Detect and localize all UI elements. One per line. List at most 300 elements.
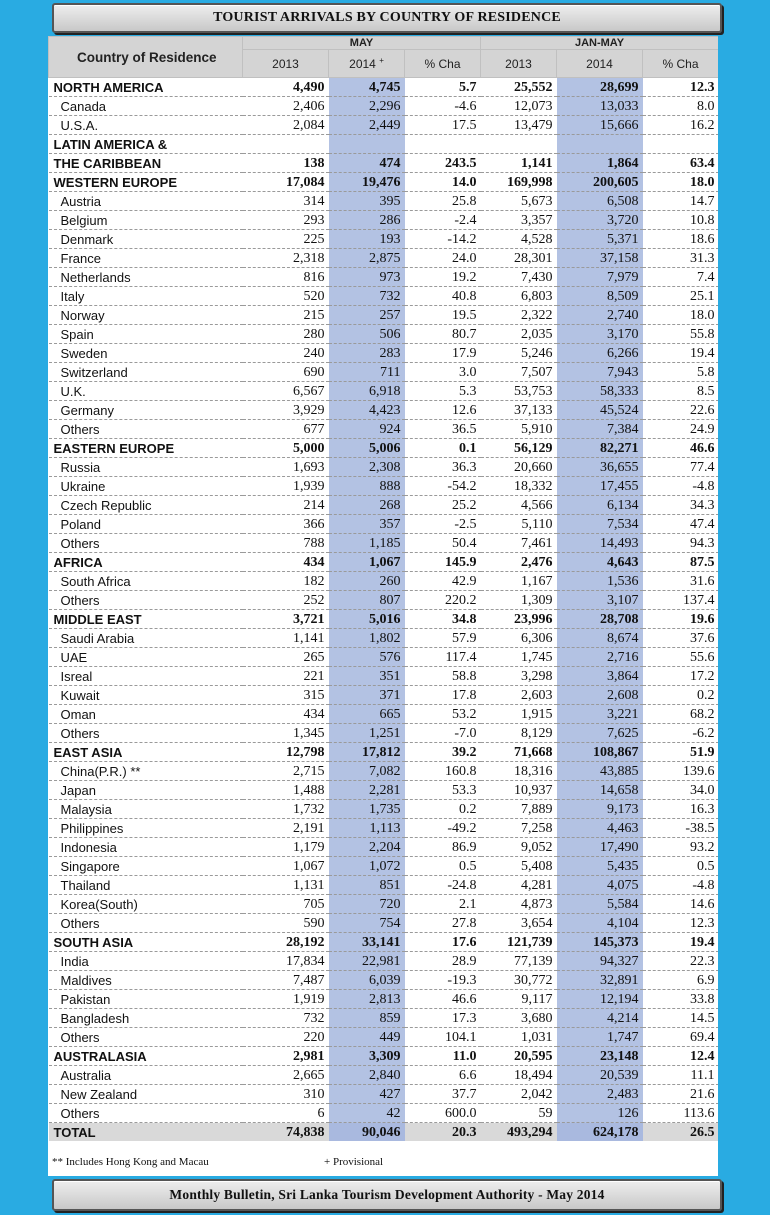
may-2013-cell: 252 bbox=[243, 591, 329, 610]
janmay-2014-cell: 1,536 bbox=[557, 572, 643, 591]
janmay-2013-cell: 71,668 bbox=[481, 743, 557, 762]
may-2013-cell: 215 bbox=[243, 306, 329, 325]
may-2014-cell: 2,281 bbox=[329, 781, 405, 800]
may-cha-cell: 50.4 bbox=[405, 534, 481, 553]
janmay-cha-cell: 68.2 bbox=[643, 705, 718, 724]
table-row bbox=[49, 496, 719, 515]
table-row bbox=[49, 1104, 719, 1123]
may-cha-cell: -24.8 bbox=[405, 876, 481, 895]
janmay-cha-cell: 0.2 bbox=[643, 686, 718, 705]
may-2014-cell: 268 bbox=[329, 496, 405, 515]
may-cha-cell: 14.0 bbox=[405, 173, 481, 192]
may-cha-cell: 34.8 bbox=[405, 610, 481, 629]
header-group-row bbox=[49, 37, 719, 50]
may-2014-cell: 851 bbox=[329, 876, 405, 895]
total-row bbox=[49, 1123, 719, 1142]
table-row bbox=[49, 990, 719, 1009]
may-cha-cell: 220.2 bbox=[405, 591, 481, 610]
may-2014-cell: 2,875 bbox=[329, 249, 405, 268]
may-2014-cell: 17,812 bbox=[329, 743, 405, 762]
country-name: TOTAL bbox=[49, 1123, 243, 1142]
country-name: AUSTRALASIA bbox=[49, 1047, 243, 1066]
janmay-cha-cell: 26.5 bbox=[643, 1123, 718, 1142]
table-row bbox=[49, 705, 719, 724]
may-cha-cell: 0.5 bbox=[405, 857, 481, 876]
may-2014-cell: 4,745 bbox=[329, 78, 405, 97]
table-row bbox=[49, 420, 719, 439]
may-2014-cell: 90,046 bbox=[329, 1123, 405, 1142]
may-cha-cell: -4.6 bbox=[405, 97, 481, 116]
janmay-cha-cell: 10.8 bbox=[643, 211, 718, 230]
may-cha-cell: 17.3 bbox=[405, 1009, 481, 1028]
janmay-2013-header: 2013 bbox=[481, 50, 557, 78]
table-row bbox=[49, 477, 719, 496]
country-name: Belgium bbox=[49, 211, 243, 230]
janmay-2014-cell: 7,943 bbox=[557, 363, 643, 382]
janmay-2014-cell: 1,747 bbox=[557, 1028, 643, 1047]
country-name: Japan bbox=[49, 781, 243, 800]
country-name: Maldives bbox=[49, 971, 243, 990]
janmay-2013-cell: 2,035 bbox=[481, 325, 557, 344]
janmay-cha-cell: 19.4 bbox=[643, 933, 718, 952]
may-cha-cell: 53.3 bbox=[405, 781, 481, 800]
country-name: Oman bbox=[49, 705, 243, 724]
janmay-2013-cell: 56,129 bbox=[481, 439, 557, 458]
may-cha-cell: 53.2 bbox=[405, 705, 481, 724]
janmay-2013-cell: 4,528 bbox=[481, 230, 557, 249]
table-row bbox=[49, 648, 719, 667]
may-2014-cell: 260 bbox=[329, 572, 405, 591]
janmay-2013-cell: 169,998 bbox=[481, 173, 557, 192]
may-2014-cell: 5,016 bbox=[329, 610, 405, 629]
table-row bbox=[49, 287, 719, 306]
janmay-cha-cell: 14.5 bbox=[643, 1009, 718, 1028]
janmay-cha-cell: 19.4 bbox=[643, 344, 718, 363]
janmay-cha-cell: 139.6 bbox=[643, 762, 718, 781]
may-2013-cell: 677 bbox=[243, 420, 329, 439]
janmay-cha-cell: 63.4 bbox=[643, 154, 718, 173]
country-name: Others bbox=[49, 914, 243, 933]
janmay-2014-header: 2014 bbox=[557, 50, 643, 78]
may-2013-cell: 2,084 bbox=[243, 116, 329, 135]
footnote-hong-kong: ** Includes Hong Kong and Macau bbox=[52, 1156, 209, 1168]
country-name: Poland bbox=[49, 515, 243, 534]
country-name: SOUTH ASIA bbox=[49, 933, 243, 952]
janmay-2013-cell: 23,996 bbox=[481, 610, 557, 629]
janmay-2013-cell: 7,461 bbox=[481, 534, 557, 553]
region-row bbox=[49, 173, 719, 192]
country-name: Others bbox=[49, 724, 243, 743]
janmay-2013-cell: 37,133 bbox=[481, 401, 557, 420]
may-2014-cell: 395 bbox=[329, 192, 405, 211]
may-cha-cell: 160.8 bbox=[405, 762, 481, 781]
janmay-cha-cell: 37.6 bbox=[643, 629, 718, 648]
country-name: EAST ASIA bbox=[49, 743, 243, 762]
may-2014-cell: 2,296 bbox=[329, 97, 405, 116]
janmay-2014-cell: 6,508 bbox=[557, 192, 643, 211]
country-name: Pakistan bbox=[49, 990, 243, 1009]
table-row bbox=[49, 762, 719, 781]
may-2014-cell: 711 bbox=[329, 363, 405, 382]
may-cha-cell: -14.2 bbox=[405, 230, 481, 249]
may-2013-cell: 225 bbox=[243, 230, 329, 249]
may-2013-cell: 2,191 bbox=[243, 819, 329, 838]
may-2013-cell: 314 bbox=[243, 192, 329, 211]
may-2014-cell: 2,813 bbox=[329, 990, 405, 1009]
region-row bbox=[49, 1047, 719, 1066]
may-2014-cell: 1,113 bbox=[329, 819, 405, 838]
janmay-cha-cell: -4.8 bbox=[643, 876, 718, 895]
janmay-2013-cell: 3,654 bbox=[481, 914, 557, 933]
janmay-2014-cell: 3,221 bbox=[557, 705, 643, 724]
country-name: South Africa bbox=[49, 572, 243, 591]
data-panel bbox=[48, 36, 718, 1176]
janmay-2014-cell: 6,134 bbox=[557, 496, 643, 515]
janmay-2013-cell: 77,139 bbox=[481, 952, 557, 971]
janmay-cha-cell: 46.6 bbox=[643, 439, 718, 458]
may-2013-cell: 265 bbox=[243, 648, 329, 667]
may-cha-cell: 600.0 bbox=[405, 1104, 481, 1123]
may-2014-cell: 732 bbox=[329, 287, 405, 306]
janmay-2014-cell: 45,524 bbox=[557, 401, 643, 420]
may-cha-cell: 80.7 bbox=[405, 325, 481, 344]
may-cha-cell: 42.9 bbox=[405, 572, 481, 591]
may-cha-cell: 19.5 bbox=[405, 306, 481, 325]
may-2014-cell: 1,067 bbox=[329, 553, 405, 572]
janmay-cha-cell: 11.1 bbox=[643, 1066, 718, 1085]
janmay-2014-cell: 145,373 bbox=[557, 933, 643, 952]
janmay-2014-cell: 9,173 bbox=[557, 800, 643, 819]
country-name: Saudi Arabia bbox=[49, 629, 243, 648]
janmay-2014-cell: 28,699 bbox=[557, 78, 643, 97]
may-cha-cell: 12.6 bbox=[405, 401, 481, 420]
may-2014-cell: 1,251 bbox=[329, 724, 405, 743]
may-cha-cell: 86.9 bbox=[405, 838, 481, 857]
table-row bbox=[49, 952, 719, 971]
janmay-cha-header: % Cha bbox=[643, 50, 718, 78]
may-2013-cell: 221 bbox=[243, 667, 329, 686]
country-name: U.K. bbox=[49, 382, 243, 401]
may-2013-cell: 2,318 bbox=[243, 249, 329, 268]
may-cha-cell: 58.8 bbox=[405, 667, 481, 686]
country-name: Sweden bbox=[49, 344, 243, 363]
may-cha-cell: 243.5 bbox=[405, 154, 481, 173]
may-2014-cell: 5,006 bbox=[329, 439, 405, 458]
janmay-2014-cell: 1,864 bbox=[557, 154, 643, 173]
may-2013-cell: 788 bbox=[243, 534, 329, 553]
may-cha-cell: 17.8 bbox=[405, 686, 481, 705]
country-name: U.S.A. bbox=[49, 116, 243, 135]
table-row bbox=[49, 211, 719, 230]
may-2013-cell: 240 bbox=[243, 344, 329, 363]
table-row bbox=[49, 382, 719, 401]
may-2013-cell: 590 bbox=[243, 914, 329, 933]
table-row bbox=[49, 1085, 719, 1104]
country-name: Kuwait bbox=[49, 686, 243, 705]
may-2013-cell: 520 bbox=[243, 287, 329, 306]
janmay-2014-cell: 37,158 bbox=[557, 249, 643, 268]
janmay-2013-cell: 8,129 bbox=[481, 724, 557, 743]
janmay-2013-cell: 1,309 bbox=[481, 591, 557, 610]
may-cha-cell: -2.5 bbox=[405, 515, 481, 534]
table-row bbox=[49, 458, 719, 477]
country-name: New Zealand bbox=[49, 1085, 243, 1104]
janmay-2014-cell: 3,170 bbox=[557, 325, 643, 344]
may-2013-cell: 214 bbox=[243, 496, 329, 515]
may-cha-cell: 57.9 bbox=[405, 629, 481, 648]
footer-banner bbox=[52, 1179, 722, 1211]
may-cha-cell: 25.2 bbox=[405, 496, 481, 515]
may-2014-cell: 2,204 bbox=[329, 838, 405, 857]
may-2014-cell: 506 bbox=[329, 325, 405, 344]
janmay-cha-cell: 69.4 bbox=[643, 1028, 718, 1047]
may-cha-cell: 104.1 bbox=[405, 1028, 481, 1047]
janmay-2013-cell: 9,117 bbox=[481, 990, 557, 1009]
may-cha-cell: 40.8 bbox=[405, 287, 481, 306]
janmay-2014-cell: 4,643 bbox=[557, 553, 643, 572]
may-2013-cell: 293 bbox=[243, 211, 329, 230]
janmay-cha-cell: 34.3 bbox=[643, 496, 718, 515]
janmay-cha-cell: 17.2 bbox=[643, 667, 718, 686]
country-name: China(P.R.) ** bbox=[49, 762, 243, 781]
may-2013-cell: 1,141 bbox=[243, 629, 329, 648]
may-2014-label: 2014 bbox=[349, 57, 376, 71]
janmay-cha-cell: -4.8 bbox=[643, 477, 718, 496]
janmay-cha-cell: 24.9 bbox=[643, 420, 718, 439]
may-cha-cell: -7.0 bbox=[405, 724, 481, 743]
country-name: EASTERN EUROPE bbox=[49, 439, 243, 458]
page-title: TOURIST ARRIVALS BY COUNTRY OF RESIDENCE bbox=[213, 10, 561, 25]
janmay-2014-cell bbox=[557, 135, 643, 154]
table-row bbox=[49, 914, 719, 933]
may-2013-cell: 1,693 bbox=[243, 458, 329, 477]
may-2013-cell: 28,192 bbox=[243, 933, 329, 952]
country-name: Philippines bbox=[49, 819, 243, 838]
table-row bbox=[49, 97, 719, 116]
may-2014-cell: 665 bbox=[329, 705, 405, 724]
may-cha-cell: 17.5 bbox=[405, 116, 481, 135]
title-banner bbox=[52, 3, 722, 33]
country-name: Australia bbox=[49, 1066, 243, 1085]
may-2014-cell: 2,449 bbox=[329, 116, 405, 135]
table-row bbox=[49, 1028, 719, 1047]
janmay-2013-cell: 5,673 bbox=[481, 192, 557, 211]
table-row bbox=[49, 971, 719, 990]
janmay-cha-cell: 93.2 bbox=[643, 838, 718, 857]
country-name: Others bbox=[49, 420, 243, 439]
may-2014-cell: 474 bbox=[329, 154, 405, 173]
may-2014-cell: 2,308 bbox=[329, 458, 405, 477]
may-2013-cell: 220 bbox=[243, 1028, 329, 1047]
may-cha-cell: 24.0 bbox=[405, 249, 481, 268]
janmay-2014-cell: 2,483 bbox=[557, 1085, 643, 1104]
table-row bbox=[49, 249, 719, 268]
may-2013-cell: 2,406 bbox=[243, 97, 329, 116]
table-row bbox=[49, 268, 719, 287]
table-row bbox=[49, 667, 719, 686]
janmay-cha-cell: 34.0 bbox=[643, 781, 718, 800]
may-2013-cell: 138 bbox=[243, 154, 329, 173]
janmay-2014-cell: 4,104 bbox=[557, 914, 643, 933]
may-2014-cell: 357 bbox=[329, 515, 405, 534]
may-cha-cell: 25.8 bbox=[405, 192, 481, 211]
country-name: NORTH AMERICA bbox=[49, 78, 243, 97]
table-row bbox=[49, 686, 719, 705]
table-row bbox=[49, 819, 719, 838]
country-name: France bbox=[49, 249, 243, 268]
may-2013-cell: 816 bbox=[243, 268, 329, 287]
may-cha-cell: 3.0 bbox=[405, 363, 481, 382]
may-2014-cell: 720 bbox=[329, 895, 405, 914]
may-2013-cell bbox=[243, 135, 329, 154]
janmay-2014-cell: 32,891 bbox=[557, 971, 643, 990]
table-row bbox=[49, 572, 719, 591]
may-2013-cell: 7,487 bbox=[243, 971, 329, 990]
janmay-2013-cell: 1,031 bbox=[481, 1028, 557, 1047]
table-row bbox=[49, 781, 719, 800]
footnotes bbox=[52, 1156, 672, 1172]
may-2014-cell: 283 bbox=[329, 344, 405, 363]
janmay-2014-cell: 2,740 bbox=[557, 306, 643, 325]
janmay-2014-cell: 23,148 bbox=[557, 1047, 643, 1066]
janmay-cha-cell: 18.0 bbox=[643, 173, 718, 192]
may-2013-header: 2013 bbox=[243, 50, 329, 78]
janmay-cha-cell: 12.3 bbox=[643, 78, 718, 97]
may-cha-cell: 145.9 bbox=[405, 553, 481, 572]
country-name: Ukraine bbox=[49, 477, 243, 496]
table-row bbox=[49, 325, 719, 344]
may-2013-cell: 4,490 bbox=[243, 78, 329, 97]
janmay-2014-cell: 4,463 bbox=[557, 819, 643, 838]
country-name: Austria bbox=[49, 192, 243, 211]
janmay-2014-cell: 82,271 bbox=[557, 439, 643, 458]
janmay-2013-cell: 4,566 bbox=[481, 496, 557, 515]
region-row bbox=[49, 743, 719, 762]
region-row bbox=[49, 154, 719, 173]
janmay-2013-cell: 3,298 bbox=[481, 667, 557, 686]
country-name: India bbox=[49, 952, 243, 971]
may-2013-cell: 366 bbox=[243, 515, 329, 534]
table-row bbox=[49, 629, 719, 648]
may-2013-cell: 705 bbox=[243, 895, 329, 914]
janmay-2013-cell: 5,910 bbox=[481, 420, 557, 439]
janmay-2014-cell: 13,033 bbox=[557, 97, 643, 116]
janmay-2014-cell: 8,509 bbox=[557, 287, 643, 306]
may-cha-cell: 19.2 bbox=[405, 268, 481, 287]
may-2014-cell: 859 bbox=[329, 1009, 405, 1028]
janmay-cha-cell bbox=[643, 135, 718, 154]
country-name: AFRICA bbox=[49, 553, 243, 572]
region-row bbox=[49, 610, 719, 629]
may-2014-cell: 257 bbox=[329, 306, 405, 325]
janmay-2013-cell: 4,281 bbox=[481, 876, 557, 895]
country-name: Malaysia bbox=[49, 800, 243, 819]
table-row bbox=[49, 800, 719, 819]
janmay-2014-cell: 8,674 bbox=[557, 629, 643, 648]
janmay-2013-cell: 1,167 bbox=[481, 572, 557, 591]
table-body bbox=[49, 78, 719, 1142]
may-cha-cell: 39.2 bbox=[405, 743, 481, 762]
janmay-2013-cell: 2,322 bbox=[481, 306, 557, 325]
may-cha-cell bbox=[405, 135, 481, 154]
may-2014-cell: 286 bbox=[329, 211, 405, 230]
country-name: MIDDLE EAST bbox=[49, 610, 243, 629]
janmay-2013-cell: 59 bbox=[481, 1104, 557, 1123]
may-2013-cell: 1,488 bbox=[243, 781, 329, 800]
may-2013-cell: 690 bbox=[243, 363, 329, 382]
may-2014-cell: 754 bbox=[329, 914, 405, 933]
may-cha-cell: 28.9 bbox=[405, 952, 481, 971]
janmay-2013-cell: 18,332 bbox=[481, 477, 557, 496]
janmay-2014-cell: 94,327 bbox=[557, 952, 643, 971]
country-name: LATIN AMERICA & bbox=[49, 135, 243, 154]
janmay-2013-cell: 7,258 bbox=[481, 819, 557, 838]
footer-text: Monthly Bulletin, Sri Lanka Tourism Development Authority - May 2014 bbox=[169, 1187, 605, 1202]
table-row bbox=[49, 724, 719, 743]
may-cha-cell: 37.7 bbox=[405, 1085, 481, 1104]
may-2013-cell: 1,345 bbox=[243, 724, 329, 743]
may-cha-cell: 5.3 bbox=[405, 382, 481, 401]
janmay-2013-cell: 53,753 bbox=[481, 382, 557, 401]
janmay-2013-cell: 5,246 bbox=[481, 344, 557, 363]
country-name: Thailand bbox=[49, 876, 243, 895]
janmay-2014-cell: 7,979 bbox=[557, 268, 643, 287]
janmay-2014-cell: 20,539 bbox=[557, 1066, 643, 1085]
janmay-cha-cell: 14.7 bbox=[643, 192, 718, 211]
janmay-cha-cell: 113.6 bbox=[643, 1104, 718, 1123]
may-group-header: MAY bbox=[243, 37, 481, 50]
janmay-cha-cell: 33.8 bbox=[643, 990, 718, 1009]
janmay-2014-cell: 624,178 bbox=[557, 1123, 643, 1142]
table-row bbox=[49, 306, 719, 325]
janmay-cha-cell: 6.9 bbox=[643, 971, 718, 990]
may-2013-cell: 3,721 bbox=[243, 610, 329, 629]
janmay-2013-cell: 493,294 bbox=[481, 1123, 557, 1142]
country-name: Others bbox=[49, 534, 243, 553]
janmay-cha-cell: 22.3 bbox=[643, 952, 718, 971]
country-name: THE CARIBBEAN bbox=[49, 154, 243, 173]
may-2013-cell: 434 bbox=[243, 553, 329, 572]
janmay-2014-cell: 14,658 bbox=[557, 781, 643, 800]
country-name: UAE bbox=[49, 648, 243, 667]
janmay-2013-cell: 3,680 bbox=[481, 1009, 557, 1028]
may-2013-cell: 182 bbox=[243, 572, 329, 591]
may-2013-cell: 1,131 bbox=[243, 876, 329, 895]
may-cha-cell: 36.3 bbox=[405, 458, 481, 477]
may-2013-cell: 6,567 bbox=[243, 382, 329, 401]
janmay-cha-cell: 7.4 bbox=[643, 268, 718, 287]
footnote-provisional: + Provisional bbox=[324, 1156, 384, 1168]
janmay-2013-cell: 1,915 bbox=[481, 705, 557, 724]
may-2014-cell: 427 bbox=[329, 1085, 405, 1104]
country-name: Others bbox=[49, 1104, 243, 1123]
janmay-2014-cell: 6,266 bbox=[557, 344, 643, 363]
may-2013-cell: 5,000 bbox=[243, 439, 329, 458]
country-name: Spain bbox=[49, 325, 243, 344]
janmay-cha-cell: 8.5 bbox=[643, 382, 718, 401]
may-cha-cell: 36.5 bbox=[405, 420, 481, 439]
may-cha-cell: 117.4 bbox=[405, 648, 481, 667]
country-name: Germany bbox=[49, 401, 243, 420]
country-name: Norway bbox=[49, 306, 243, 325]
janmay-2013-cell: 18,316 bbox=[481, 762, 557, 781]
janmay-2014-cell: 58,333 bbox=[557, 382, 643, 401]
may-2013-cell: 12,798 bbox=[243, 743, 329, 762]
country-name: Singapore bbox=[49, 857, 243, 876]
janmay-2013-cell: 2,603 bbox=[481, 686, 557, 705]
table-row bbox=[49, 401, 719, 420]
janmay-2014-cell: 3,720 bbox=[557, 211, 643, 230]
